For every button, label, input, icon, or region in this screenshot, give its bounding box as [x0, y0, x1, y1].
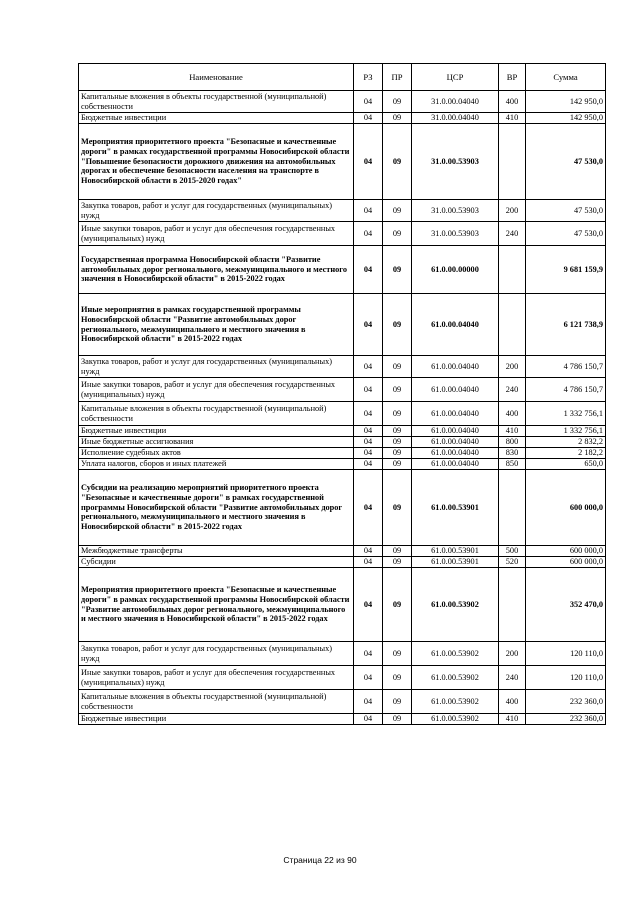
cell-rz: 04	[354, 470, 383, 546]
cell-pr: 09	[383, 91, 412, 113]
cell-pr: 09	[383, 113, 412, 124]
cell-csr: 61.0.00.53902	[412, 568, 499, 642]
cell-csr: 61.0.00.04040	[412, 437, 499, 448]
cell-vr: 830	[499, 448, 526, 459]
cell-name: Государственная программа Новосибирской области "Развитие автомобильных дорог регионального, межмуниципального и местного значения в Новосибирской области" в 2015-2022 годах	[79, 246, 354, 294]
cell-vr: 200	[499, 642, 526, 666]
cell-pr: 09	[383, 448, 412, 459]
cell-name: Бюджетные инвестиции	[79, 714, 354, 725]
table-row	[79, 690, 606, 714]
budget-table	[78, 63, 606, 725]
cell-sum: 47 530,0	[526, 200, 606, 222]
table-row	[79, 568, 606, 642]
cell-vr: 410	[499, 113, 526, 124]
table-row	[79, 546, 606, 557]
cell-pr: 09	[383, 426, 412, 437]
header-vr: ВР	[499, 64, 526, 91]
cell-rz: 04	[354, 557, 383, 568]
table-body	[79, 91, 606, 725]
cell-csr: 61.0.00.04040	[412, 378, 499, 402]
cell-sum: 9 681 159,9	[526, 246, 606, 294]
header-sum: Сумма	[526, 64, 606, 91]
cell-name: Иные мероприятия в рамках государственной программы Новосибирской области "Развитие автомобильных дорог регионального, межмуниципального и местного значения в Новосибирской области" в 2015-2022 годах	[79, 294, 354, 356]
cell-vr: 400	[499, 91, 526, 113]
cell-sum: 600 000,0	[526, 557, 606, 568]
cell-pr: 09	[383, 568, 412, 642]
cell-csr: 31.0.00.53903	[412, 200, 499, 222]
cell-sum: 600 000,0	[526, 546, 606, 557]
cell-vr	[499, 124, 526, 200]
cell-sum: 1 332 756,1	[526, 402, 606, 426]
cell-vr: 850	[499, 459, 526, 470]
cell-csr: 61.0.00.53902	[412, 714, 499, 725]
cell-sum: 352 470,0	[526, 568, 606, 642]
cell-vr: 500	[499, 546, 526, 557]
cell-vr: 400	[499, 690, 526, 714]
cell-vr	[499, 470, 526, 546]
cell-name: Мероприятия приоритетного проекта "Безопасные и качественные дороги" в рамках государственной программы Новосибирской области "Развитие автомобильных дорог регионального, межмуниципального и местного значения в Новосибирской области" в 2015-2022 годах	[79, 568, 354, 642]
table-row	[79, 470, 606, 546]
cell-csr: 61.0.00.04040	[412, 448, 499, 459]
table-row	[79, 448, 606, 459]
table-row	[79, 378, 606, 402]
cell-rz: 04	[354, 378, 383, 402]
cell-pr: 09	[383, 437, 412, 448]
cell-vr	[499, 568, 526, 642]
cell-vr: 240	[499, 222, 526, 246]
table-header-row	[79, 64, 606, 91]
cell-sum: 2 832,2	[526, 437, 606, 448]
cell-name: Капитальные вложения в объекты государственной (муниципальной) собственности	[79, 690, 354, 714]
cell-csr: 31.0.00.53903	[412, 222, 499, 246]
table-row	[79, 666, 606, 690]
table-row	[79, 459, 606, 470]
cell-vr: 410	[499, 714, 526, 725]
table-row	[79, 402, 606, 426]
cell-sum: 142 950,0	[526, 113, 606, 124]
header-name: Наименование	[79, 64, 354, 91]
cell-csr: 61.0.00.53901	[412, 557, 499, 568]
cell-name: Закупка товаров, работ и услуг для государственных (муниципальных) нужд	[79, 200, 354, 222]
cell-vr: 240	[499, 666, 526, 690]
cell-sum: 1 332 756,1	[526, 426, 606, 437]
table-row	[79, 426, 606, 437]
cell-rz: 04	[354, 402, 383, 426]
page-number: Страница 22 из 90	[283, 855, 357, 865]
cell-rz: 04	[354, 666, 383, 690]
cell-name: Иные закупки товаров, работ и услуг для обеспечения государственных (муниципальных) нужд	[79, 666, 354, 690]
table-row	[79, 642, 606, 666]
cell-pr: 09	[383, 378, 412, 402]
cell-pr: 09	[383, 714, 412, 725]
cell-sum: 47 530,0	[526, 124, 606, 200]
cell-sum: 232 360,0	[526, 714, 606, 725]
table-row	[79, 557, 606, 568]
cell-vr: 200	[499, 356, 526, 378]
table-row	[79, 91, 606, 113]
cell-pr: 09	[383, 642, 412, 666]
cell-pr: 09	[383, 470, 412, 546]
cell-pr: 09	[383, 246, 412, 294]
cell-csr: 61.0.00.04040	[412, 426, 499, 437]
cell-sum: 6 121 738,9	[526, 294, 606, 356]
table-row	[79, 200, 606, 222]
cell-rz: 04	[354, 200, 383, 222]
cell-csr: 61.0.00.53901	[412, 470, 499, 546]
header-pr: ПР	[383, 64, 412, 91]
cell-rz: 04	[354, 568, 383, 642]
cell-sum: 120 110,0	[526, 666, 606, 690]
cell-sum: 232 360,0	[526, 690, 606, 714]
cell-sum: 47 530,0	[526, 222, 606, 246]
cell-sum: 600 000,0	[526, 470, 606, 546]
cell-vr: 800	[499, 437, 526, 448]
cell-name: Бюджетные инвестиции	[79, 426, 354, 437]
cell-name: Исполнение судебных актов	[79, 448, 354, 459]
table-row	[79, 222, 606, 246]
cell-rz: 04	[354, 113, 383, 124]
cell-pr: 09	[383, 459, 412, 470]
cell-sum: 4 786 150,7	[526, 378, 606, 402]
cell-vr: 240	[499, 378, 526, 402]
cell-rz: 04	[354, 690, 383, 714]
cell-rz: 04	[354, 642, 383, 666]
cell-sum: 2 182,2	[526, 448, 606, 459]
cell-rz: 04	[354, 91, 383, 113]
table-row	[79, 356, 606, 378]
cell-sum: 142 950,0	[526, 91, 606, 113]
cell-rz: 04	[354, 448, 383, 459]
cell-csr: 61.0.00.53902	[412, 642, 499, 666]
cell-vr	[499, 246, 526, 294]
cell-name: Бюджетные инвестиции	[79, 113, 354, 124]
cell-sum: 650,0	[526, 459, 606, 470]
cell-csr: 61.0.00.04040	[412, 294, 499, 356]
cell-csr: 31.0.00.04040	[412, 113, 499, 124]
cell-rz: 04	[354, 246, 383, 294]
cell-csr: 61.0.00.53902	[412, 666, 499, 690]
cell-name: Закупка товаров, работ и услуг для государственных (муниципальных) нужд	[79, 356, 354, 378]
cell-rz: 04	[354, 714, 383, 725]
cell-pr: 09	[383, 546, 412, 557]
cell-rz: 04	[354, 124, 383, 200]
cell-name: Субсидии	[79, 557, 354, 568]
cell-csr: 61.0.00.04040	[412, 459, 499, 470]
cell-name: Субсидии на реализацию мероприятий приоритетного проекта "Безопасные и качественные дороги" в рамках государственной программы Новосибирской области "Развитие автомобильных дорог регионального, межмуниципального и местного значения в Новосибирской области" в 2015-2022 годах	[79, 470, 354, 546]
cell-vr	[499, 294, 526, 356]
cell-csr: 61.0.00.04040	[412, 356, 499, 378]
cell-rz: 04	[354, 294, 383, 356]
cell-name: Иные закупки товаров, работ и услуг для обеспечения государственных (муниципальных) нужд	[79, 378, 354, 402]
cell-pr: 09	[383, 200, 412, 222]
table-row	[79, 294, 606, 356]
cell-vr: 400	[499, 402, 526, 426]
cell-csr: 61.0.00.53902	[412, 690, 499, 714]
cell-pr: 09	[383, 690, 412, 714]
cell-name: Капитальные вложения в объекты государственной (муниципальной) собственности	[79, 402, 354, 426]
cell-name: Закупка товаров, работ и услуг для государственных (муниципальных) нужд	[79, 642, 354, 666]
table-row	[79, 113, 606, 124]
cell-rz: 04	[354, 222, 383, 246]
cell-sum: 120 110,0	[526, 642, 606, 666]
cell-vr: 520	[499, 557, 526, 568]
cell-rz: 04	[354, 426, 383, 437]
cell-name: Иные закупки товаров, работ и услуг для обеспечения государственных (муниципальных) нужд	[79, 222, 354, 246]
cell-name: Уплата налогов, сборов и иных платежей	[79, 459, 354, 470]
cell-pr: 09	[383, 557, 412, 568]
cell-csr: 61.0.00.00000	[412, 246, 499, 294]
table-row	[79, 246, 606, 294]
header-rz: РЗ	[354, 64, 383, 91]
cell-rz: 04	[354, 546, 383, 557]
cell-csr: 31.0.00.53903	[412, 124, 499, 200]
cell-pr: 09	[383, 124, 412, 200]
cell-sum: 4 786 150,7	[526, 356, 606, 378]
cell-pr: 09	[383, 222, 412, 246]
cell-pr: 09	[383, 402, 412, 426]
cell-pr: 09	[383, 666, 412, 690]
table-row	[79, 437, 606, 448]
cell-rz: 04	[354, 437, 383, 448]
cell-pr: 09	[383, 294, 412, 356]
cell-name: Иные бюджетные ассигнования	[79, 437, 354, 448]
cell-rz: 04	[354, 459, 383, 470]
table-row	[79, 714, 606, 725]
cell-pr: 09	[383, 356, 412, 378]
cell-rz: 04	[354, 356, 383, 378]
table-row	[79, 124, 606, 200]
cell-csr: 61.0.00.53901	[412, 546, 499, 557]
cell-csr: 61.0.00.04040	[412, 402, 499, 426]
cell-vr: 200	[499, 200, 526, 222]
cell-name: Капитальные вложения в объекты государственной (муниципальной) собственности	[79, 91, 354, 113]
cell-csr: 31.0.00.04040	[412, 91, 499, 113]
cell-vr: 410	[499, 426, 526, 437]
cell-name: Межбюджетные трансферты	[79, 546, 354, 557]
cell-name: Мероприятия приоритетного проекта "Безопасные и качественные дороги" в рамках государственной программы Новосибирской области "Повышение безопасности дорожного движения на автомобильных дорогах и обеспечение безопасности населения на транспорте в Новосибирской области в 2015-2020 годах"	[79, 124, 354, 200]
header-csr: ЦСР	[412, 64, 499, 91]
